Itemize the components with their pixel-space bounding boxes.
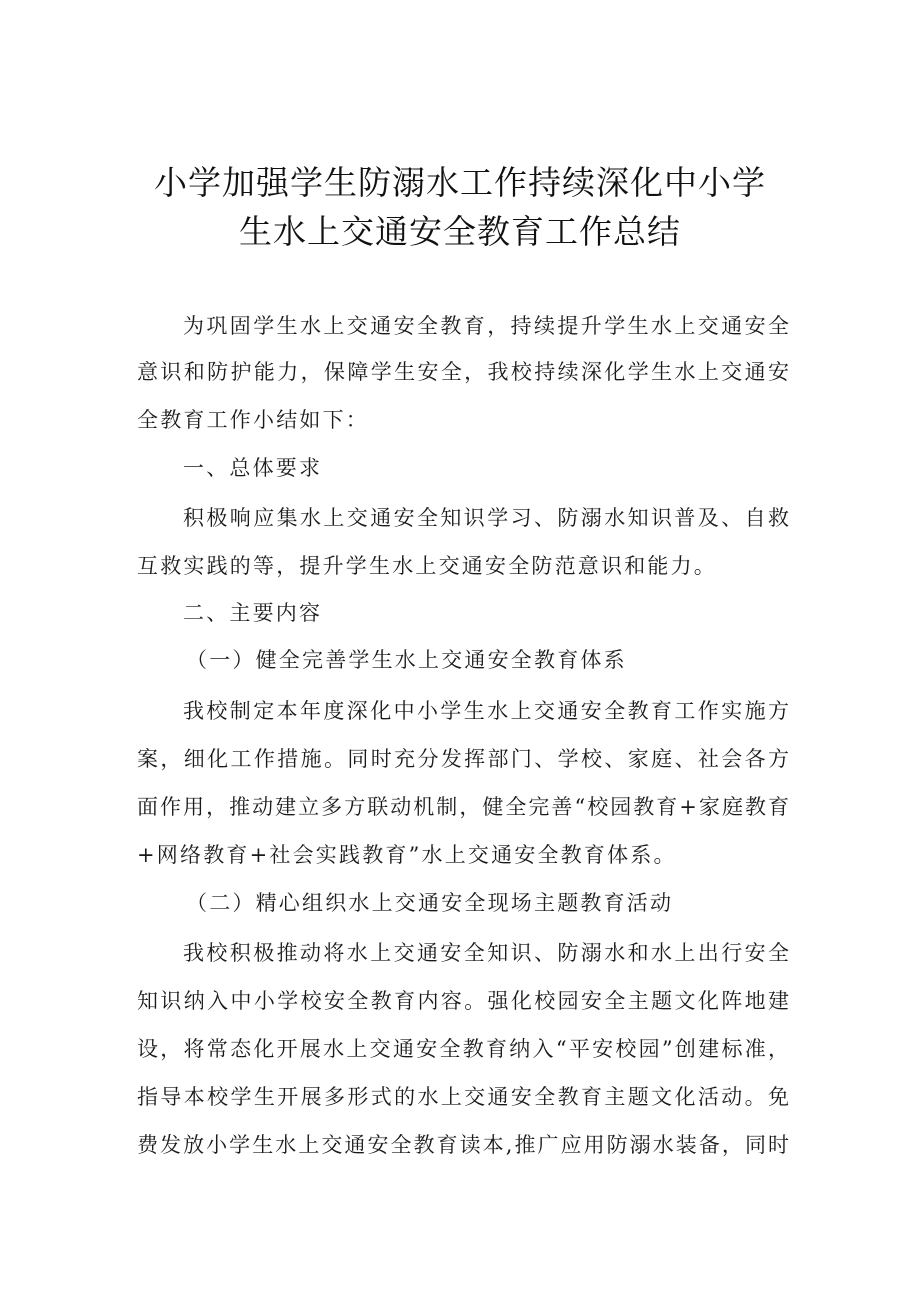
subsection-heading-2: （二）精心组织水上交通安全现场主题教育活动	[186, 891, 674, 915]
paragraph-3-line-1: 我校制定本年度深化中小学生水上交通安全教育工作实施方	[183, 699, 789, 723]
section-heading-1: 一、总体要求	[183, 456, 323, 480]
paragraph-1-line-1: 为巩固学生水上交通安全教育，持续提升学生水上交通安全	[183, 314, 789, 338]
paragraph-3-line-2: 案，细化工作措施。同时充分发挥部门、学校、家庭、社会各方	[137, 747, 789, 771]
paragraph-4-line-2: 知识纳入中小学校安全教育内容。强化校园安全主题文化阵地建	[137, 989, 789, 1013]
paragraph-4-line-3: 设，将常态化开展水上交通安全教育纳入“平安校园”创建标准，	[137, 1037, 789, 1061]
paragraph-1-line-2: 意识和防护能力，保障学生安全，我校持续深化学生水上交通安	[137, 360, 789, 384]
paragraph-2-line-2: 互救实践的等，提升学生水上交通安全防范意识和能力。	[137, 554, 717, 578]
section-heading-2: 二、主要内容	[183, 601, 323, 625]
paragraph-4-line-1: 我校积极推动将水上交通安全知识、防溺水和水上出行安全	[183, 941, 789, 965]
subsection-heading-1: （一）健全完善学生水上交通安全教育体系	[186, 648, 627, 672]
paragraph-3-line-4: +网络教育+社会实践教育”水上交通安全教育体系。	[137, 843, 677, 867]
paragraph-4-line-5: 费发放小学生水上交通安全教育读本,推广应用防溺水装备，同时	[137, 1133, 789, 1157]
title-line-1: 小学加强学生防溺水工作持续深化中小学	[154, 163, 766, 202]
paragraph-1-line-3: 全教育工作小结如下：	[137, 408, 369, 432]
paragraph-2-line-1: 积极响应集水上交通安全知识学习、防溺水知识普及、自救	[183, 506, 789, 530]
paragraph-3-line-3: 面作用，推动建立多方联动机制，健全完善“校园教育+家庭教育	[137, 795, 789, 819]
paragraph-4-line-4: 指导本校学生开展多形式的水上交通安全教育主题文化活动。免	[137, 1085, 789, 1109]
title-line-2: 生水上交通安全教育工作总结	[239, 212, 681, 251]
